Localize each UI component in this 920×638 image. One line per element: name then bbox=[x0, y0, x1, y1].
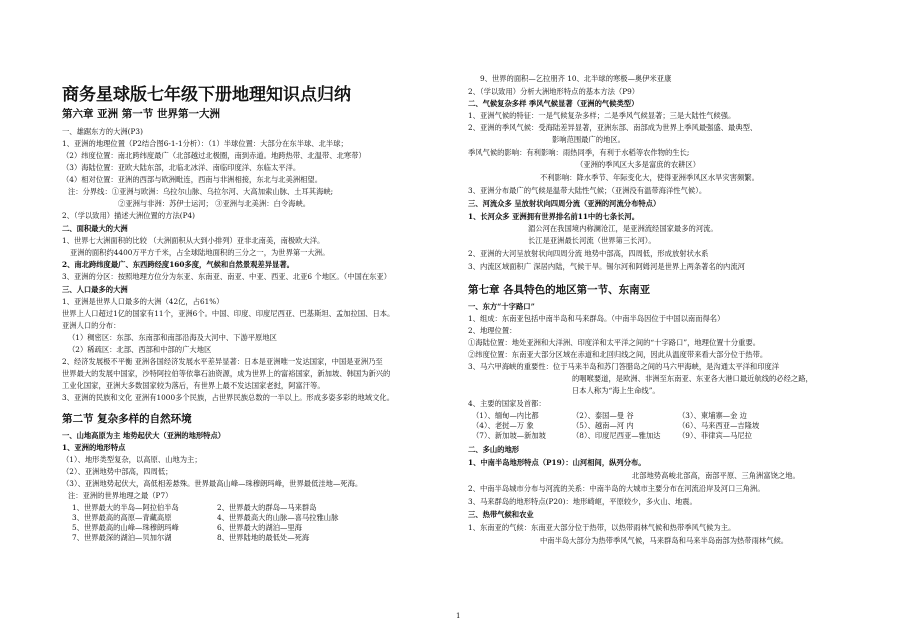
capital-item: （7）、新加坡—新加坡 bbox=[472, 431, 546, 440]
text-line: 1、世界七大洲面积的比较 （大洲面积从大到小排列）亚非北南美，南极欧大洋。 bbox=[62, 236, 325, 245]
text-line: 日本人称为“海上生命线”。 bbox=[572, 386, 660, 395]
document-title: 商务星球版七年级下册地理知识点归纳 bbox=[62, 85, 351, 105]
text-line: 2、亚洲的大河呈放射状向四周分流 地势中部高，四周低，形成放射状水系 bbox=[468, 249, 709, 258]
text-line: 3、内流区域面积广 深居内陆，气候干旱。锡尔河和阿姆河是世界上两条著名的内流河 bbox=[468, 262, 745, 271]
text-line: 世界最大的发展中国家，沙特阿拉伯等依靠石油资源，成为世界上的富裕国家，新加坡、韩国为新兴的 bbox=[62, 369, 391, 378]
capital-item: （5）、越南—河 内 bbox=[572, 421, 634, 430]
text-line: 3、亚洲分布最广的气候是温带大陆性气候；（亚洲没有温带海洋性气候）。 bbox=[468, 186, 707, 195]
text-line: 不利影响：降水季节、年际变化大，使得亚洲季风区水旱灾害频繁。 bbox=[540, 173, 759, 182]
text-line: 3、亚洲的分区：按照地理方位分为东亚、东南亚、南亚、中亚、西亚、北亚6 个地区。（中国在东亚） bbox=[62, 272, 392, 281]
text-line: （2）、亚洲地势中部高，四周低； bbox=[62, 467, 173, 476]
section-heading: 一、山地高原为主 地势起伏大（亚洲的地形特点） bbox=[62, 431, 226, 440]
text-line: 北部地势高峻北部高，南部平原、三角洲富饶之地。 bbox=[632, 471, 800, 480]
section2-heading: 第二节 复杂多样的自然环境 bbox=[62, 413, 192, 425]
text-line: （3）海陆位置：亚欧大陆东部，北临北冰洋、南临印度洋、东临太平洋。 bbox=[62, 163, 301, 172]
text-line: 注：分界线：①亚洲与欧洲：乌拉尔山脉、乌拉尔河、大高加索山脉、土耳其海峡; bbox=[68, 187, 334, 196]
chapter6-heading: 第六章 亚洲 第一节 世界第一大洲 bbox=[62, 108, 220, 120]
text-line: 亚洲人口的分布： bbox=[62, 321, 121, 330]
text-line: 季风气候的影响：有利影响：雨热同季，有利于水稻等农作物的生长; bbox=[468, 148, 690, 157]
section-heading: 二、气候复杂多样 季风气候显著（亚洲的气候类型） bbox=[468, 99, 639, 108]
text-line: 1、亚洲的地理位置（P2结合图6-1-1分析）：（1）半球位置：大部分在东半球、北半球； bbox=[62, 139, 348, 148]
text-line: 工业化国家，亚洲大多数国家较为落后，有世界上最不发达国家老挝，阿富汗等。 bbox=[62, 381, 325, 390]
record-item: 7、世界最深的湖泊—贝加尔湖 bbox=[72, 533, 172, 542]
capital-item: （3）、柬埔寨—金 边 bbox=[678, 411, 747, 420]
text-line: 的咽喉要道，是欧洲、非洲至东南亚、东亚各大港口最近航线的必经之路， bbox=[572, 374, 813, 383]
text-line: （4）相对位置：亚洲的西部与欧洲毗连，西南与非洲相接，东北与北美洲相望。 bbox=[62, 175, 323, 184]
section-heading: 二、多山的地形 bbox=[468, 445, 520, 454]
text-line: 1、亚洲的地形特点 bbox=[62, 443, 126, 452]
text-line: 1、亚洲气候的特征：一是气候复杂多样；二是季风气候显著；三是大陆性气候强。 bbox=[468, 111, 736, 120]
chapter7-heading: 第七章 各具特色的地区第一节、东南亚 bbox=[468, 284, 651, 296]
text-line: 世界上人口超过1亿的国家有11个，亚洲6个。中国、印度、印度尼西亚、巴基斯坦、孟加拉国、日本。 bbox=[62, 309, 395, 318]
text-line: 3、亚洲的民族和文化 亚洲有1000多个民族，占世界民族总数的一半以上。形成多姿多彩的地域文化。 bbox=[62, 393, 394, 402]
capital-item: （1）、缅甸—内比都 bbox=[472, 411, 539, 420]
text-line: 2、南北跨纬度最广、东西跨经度160多度，气候和自然景观差异显著。 bbox=[62, 260, 294, 269]
text-line: 2、（学以致用）分析大洲地形特点的基本方法（P9） bbox=[468, 87, 640, 96]
text-line: （2）稀疏区：北部、西部和中部的广大地区 bbox=[68, 345, 212, 354]
text-line: 2、经济发展极不平衡 亚洲各国经济发展水平差异显著：日本是亚洲唯一发达国家，中国是亚洲乃至 bbox=[62, 357, 383, 366]
section-heading: 一、雄踞东方的大洲(P3) bbox=[62, 127, 143, 136]
text-line: 9、世界的面积—乞拉朋齐 10、北半球的寒极—奥伊米亚康 bbox=[480, 74, 672, 83]
capital-item: （8）、印度尼西亚—雅加达 bbox=[572, 431, 661, 440]
text-line: 亚洲的面积约4400万平方千米，占全球陆地面积的三分之一，为世界第一大洲。 bbox=[70, 248, 330, 257]
text-line: （3）、亚洲地势起伏大，高低相差悬殊。世界最高山峰—珠穆朗玛峰，世界最低洼地—死海。 bbox=[62, 479, 363, 488]
section-heading: 三、人口最多的大洲 bbox=[62, 285, 128, 294]
text-line: 注：亚洲的世界地理之最（P7） bbox=[68, 491, 173, 500]
text-line: 2、亚洲的季风气候：受海陆差异显著，亚洲东部、南部成为世界上季风最强盛、最典型、 bbox=[468, 123, 758, 132]
text-line: （1）、地形类型复杂，以高原、山地为主； bbox=[62, 455, 202, 464]
capital-item: （6）、马来西亚—吉隆坡 bbox=[678, 421, 760, 430]
section-heading: 一、东方“十字路口” bbox=[468, 302, 535, 311]
text-line: （1）稠密区：东部、东南部和南部沿海及大河中、下游平原地区 bbox=[68, 333, 277, 342]
capital-item: （2）、泰国—曼 谷 bbox=[572, 411, 634, 420]
text-line: （2）纬度位置：南北跨纬度最广（北部越过北极圈，南到赤道。地跨热带、北温带、北寒带） bbox=[62, 151, 366, 160]
section-heading: 三、河流众多 呈放射状向四周分流（亚洲的河流分布特点） bbox=[468, 199, 661, 208]
text-line: 1、长河众多 亚洲拥有世界排名前11中的七条长河。 bbox=[468, 212, 640, 221]
text-line: 1、东南亚的气候：东南亚大部分位于热带，以热带雨林气候和热带季风气候为主。 bbox=[468, 523, 736, 532]
text-line: （亚洲的季风区大多是富庶的农耕区） bbox=[576, 160, 701, 169]
text-line: 2、地理位置： bbox=[468, 326, 517, 335]
text-line: ②纬度位置：东南亚大部分区域在赤道和北回归线之间，因此从温度带来看大部分位于热带。 bbox=[468, 350, 768, 359]
record-item: 6、世界最大的湖泊—里海 bbox=[217, 523, 302, 532]
text-line: 2、中南半岛城市分布与河流的关系：中南半岛的大城市主要分布在河流沿岸及河口三角洲。 bbox=[468, 484, 765, 493]
section-heading: 二、面积最大的大洲 bbox=[62, 224, 128, 233]
text-line: 4、主要的国家及首都： bbox=[468, 399, 546, 408]
record-item: 1、世界最大的半岛—阿拉伯半岛 bbox=[72, 503, 179, 512]
text-line: ①海陆位置：地处亚洲和大洋洲、印度洋和太平洋之间的“十字路口”，地理位置十分重要。 bbox=[468, 338, 761, 347]
record-item: 4、世界最高大的山脉—喜马拉雅山脉 bbox=[217, 513, 339, 522]
text-line: 1、中南半岛地形特点（P19）：山河相间，纵列分布。 bbox=[468, 458, 646, 467]
page-number: 1 bbox=[456, 612, 461, 620]
text-line: 湄公河在我国境内称澜沧江，是亚洲流经国家最多的河流。 bbox=[528, 224, 718, 233]
capital-item: （4）、老挝—万 象 bbox=[472, 421, 534, 430]
text-line: ②亚洲与非洲：苏伊士运河； ③亚洲与北美洲：白令海峡。 bbox=[118, 199, 311, 208]
text-line: 3、马来群岛的地形特点(P20)：地形崎岖，平原较少，多火山、地震。 bbox=[468, 497, 697, 506]
text-line: 3、马六甲海峡的重要性：位于马来半岛和苏门答腊岛之间的马六甲海峡，是沟通太平洋和印度洋 bbox=[468, 362, 780, 371]
record-item: 3、世界最高的高原—青藏高原 bbox=[72, 513, 172, 522]
text-line: 1、组成：东南亚包括中南半岛和马来群岛。（中南半岛因位于中国以南而得名） bbox=[468, 314, 725, 323]
text-line: 中南半岛大部分为热带季风气候，马来群岛和马来半岛南部为热带雨林气候。 bbox=[540, 536, 789, 545]
text-line: 1、亚洲是世界人口最多的大洲（42亿，占61%） bbox=[62, 297, 224, 306]
record-item: 2、世界最大的群岛—马来群岛 bbox=[217, 503, 317, 512]
text-line: 影响范围最广的地区。 bbox=[552, 135, 625, 144]
capital-item: （9）、菲律宾—马尼拉 bbox=[678, 431, 752, 440]
text-line: 长江是亚洲最长河流（世界第三长河）。 bbox=[528, 236, 656, 245]
record-item: 5、世界最高的山峰—珠穆朗玛峰 bbox=[72, 523, 179, 532]
section-heading: 三、热带气候和农业 bbox=[468, 510, 534, 519]
record-item: 8、世界陆地的最低处—死海 bbox=[217, 533, 310, 542]
text-line: 2、（学以致用）描述大洲位置的方法(P4) bbox=[62, 211, 195, 220]
